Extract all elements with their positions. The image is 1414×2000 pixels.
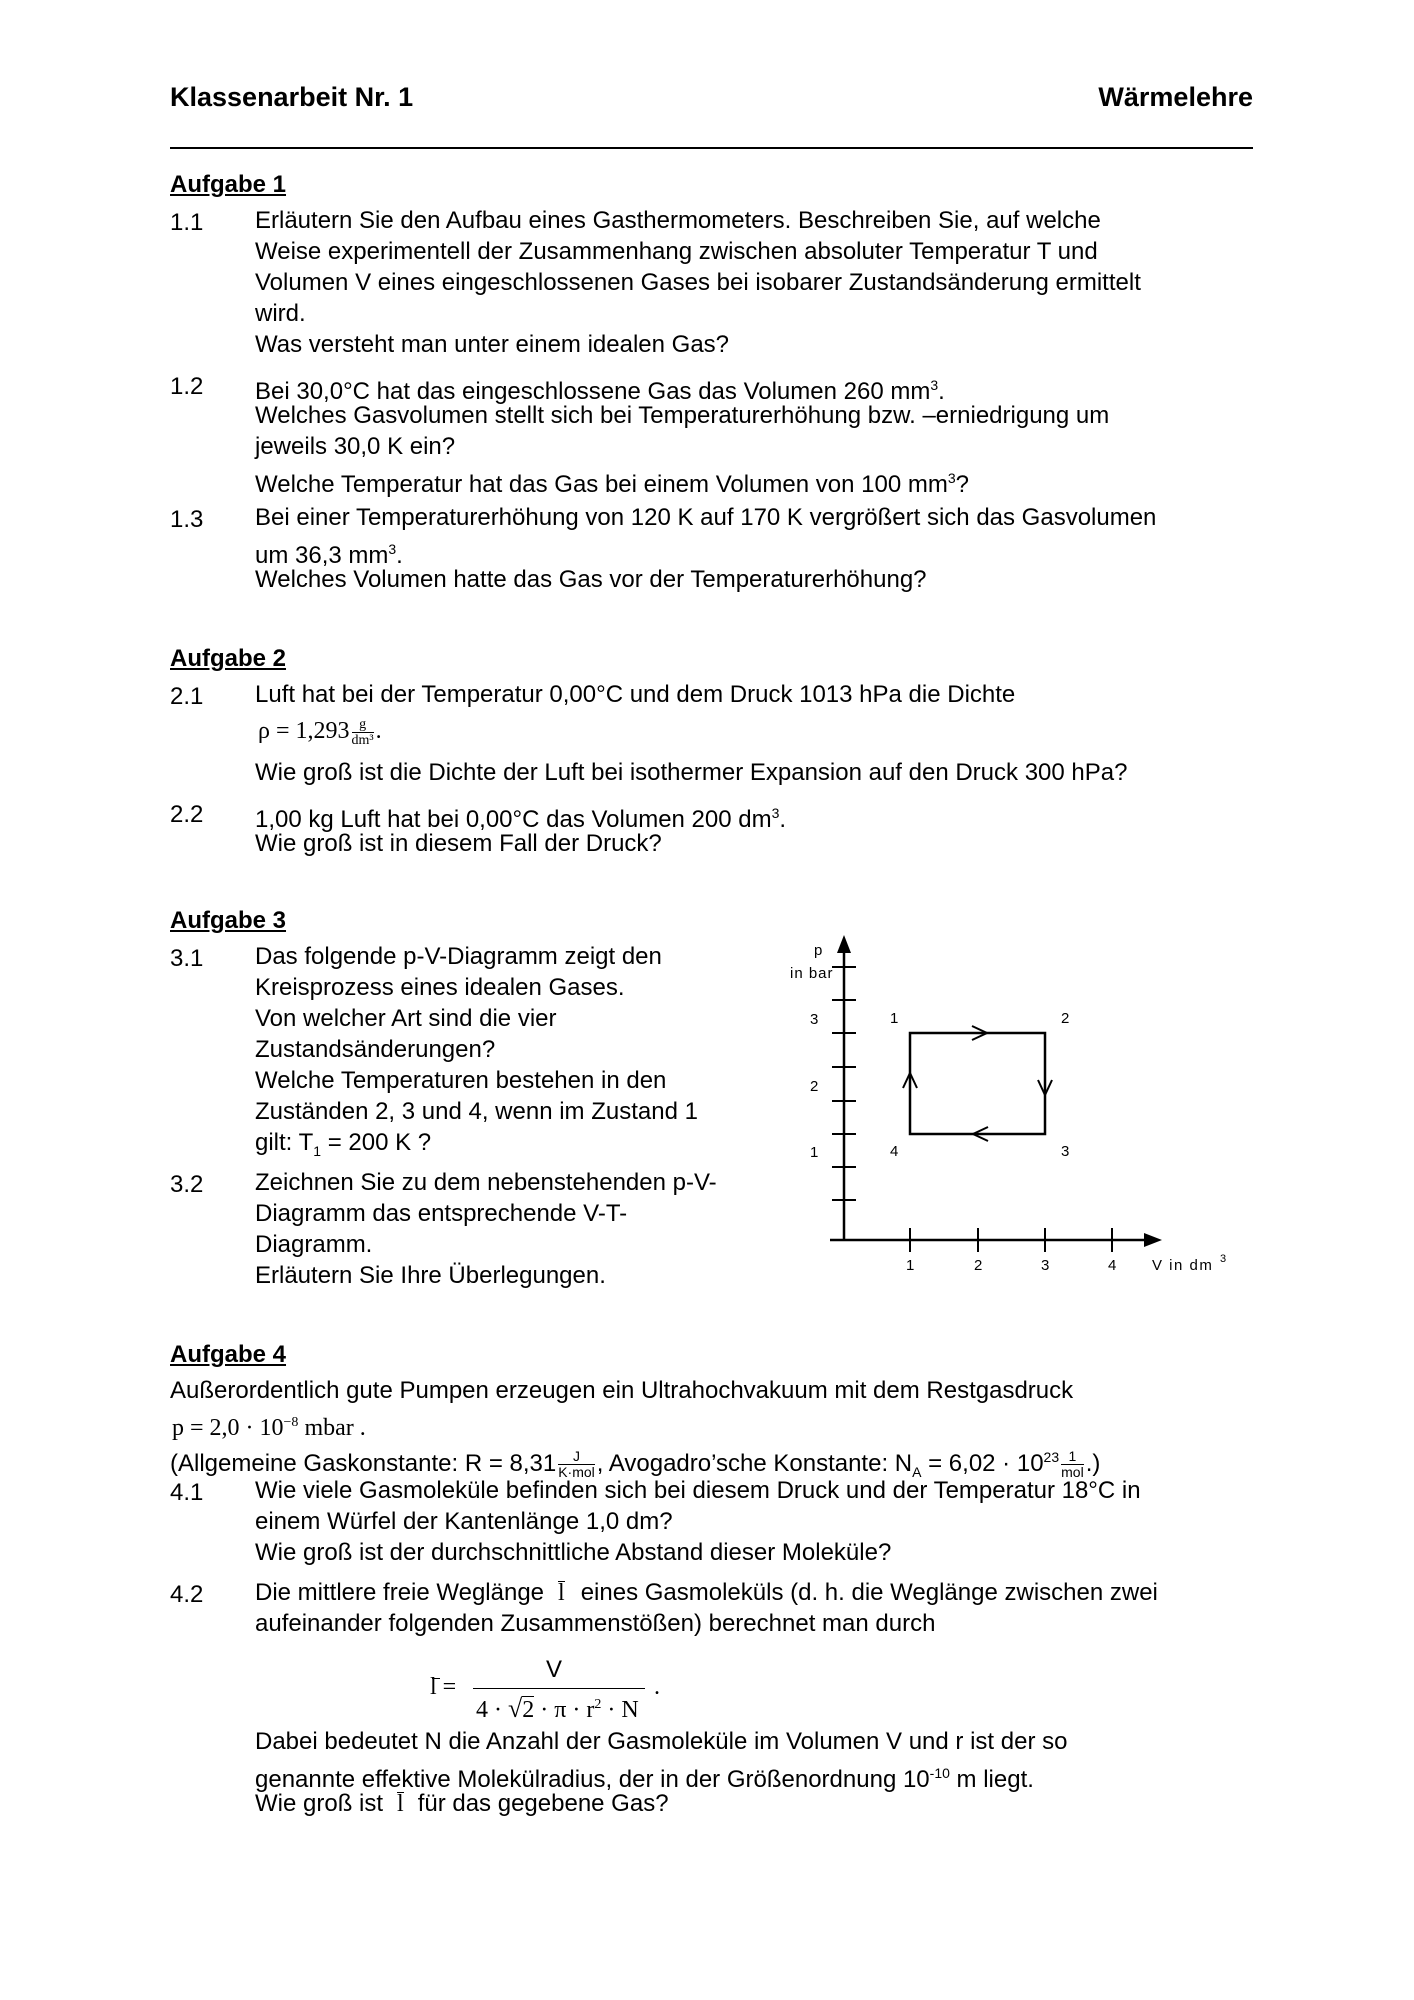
task-4-2-line — [255, 1578, 1158, 1608]
task-4-2-line: aufeinander folgenden Zusammenstößen) berechnet man durch — [255, 1610, 936, 1637]
x-axis-label: V in dm — [1152, 1257, 1214, 1274]
header-rule — [170, 147, 1253, 149]
task-1-1-line: wird. — [255, 300, 306, 327]
text: eines Gasmoleküls (d. h. die Weglänge zwischen zwei — [580, 1579, 1158, 1606]
task-2-1-line: Luft hat bei der Temperatur 0,00°C und dem Druck 1013 hPa die Dichte — [255, 681, 1016, 708]
text: für das gegebene Gas? — [417, 1790, 669, 1817]
task-4-1-line: Wie groß ist der durchschnittliche Abstand dieser Moleküle? — [255, 1539, 892, 1566]
formula-denominator: $4 \cdot √2 \cdot \pi \cdot r^2 \cdot N$ — [476, 1694, 639, 1723]
task-3-2-line: Zeichnen Sie zu dem nebenstehenden p-V- — [255, 1169, 717, 1196]
task-3-1-line: Zuständen 2, 3 und 4, wenn im Zustand 1 — [255, 1098, 698, 1125]
y-tick-label: 2 — [810, 1078, 819, 1095]
y-tick-label: 3 — [810, 1011, 819, 1028]
y-tick-label: 1 — [810, 1144, 819, 1161]
task-3-1-line: Welche Temperaturen bestehen in den — [255, 1067, 667, 1094]
task-1-3-line: Bei einer Temperaturerhöhung von 120 K auf 170 K vergrößert sich das Gasvolumen — [255, 504, 1157, 531]
text: J — [558, 1449, 595, 1465]
header-subject: Wärmelehre — [1098, 82, 1253, 112]
text: m liegt. — [949, 1766, 1034, 1793]
text: .) — [1085, 1450, 1101, 1477]
formula-fraction-line — [473, 1688, 645, 1689]
text: , Avogadro’sche Konstante: N — [596, 1450, 913, 1477]
task-1-2-line: Welches Gasvolumen stellt sich bei Temperaturerhöhung bzw. –erniedrigung um — [255, 402, 1110, 429]
state-label: 3 — [1061, 1143, 1070, 1160]
x-axis-label-sup: 3 — [1220, 1253, 1227, 1265]
task-1-1-line: Erläutern Sie den Aufbau eines Gasthermometers. Beschreiben Sie, auf welche — [255, 207, 1101, 234]
x-tick-label: 3 — [1041, 1257, 1050, 1274]
task-3-1-line — [255, 1128, 431, 1166]
pressure-formula — [172, 1408, 366, 1443]
task-1-3-line: um 36,3 $mm^3$. — [255, 541, 403, 569]
task-3-1-number: 3.1 — [170, 945, 204, 972]
task-2-2-line: Wie groß ist in diesem Fall der Druck? — [255, 830, 662, 857]
text: gilt: T — [255, 1129, 314, 1156]
task-2-heading: Aufgabe 2 — [170, 645, 287, 672]
mean-free-path-symbol: l — [397, 1791, 404, 1817]
text: · N — [601, 1697, 639, 1723]
text: 2 — [522, 1697, 535, 1723]
text: g — [352, 717, 374, 733]
text: (Allgemeine Gaskonstante: R = 8,31 — [170, 1450, 557, 1477]
task-3-2-line: Diagramm. — [255, 1231, 373, 1258]
mean-free-path-symbol: l — [558, 1580, 565, 1606]
unit-fraction — [352, 717, 374, 748]
cycle-rectangle — [910, 1033, 1045, 1134]
text: 4 · — [476, 1697, 502, 1723]
text: Wie groß ist — [255, 1790, 384, 1817]
text: mol — [1061, 1464, 1084, 1481]
task-2-1-number: 2.1 — [170, 683, 204, 710]
mean-free-path-formula — [428, 1656, 678, 1736]
subscript: 1 — [313, 1142, 322, 1159]
task-4-1-line: Wie viele Gasmoleküle befinden sich bei diesem Druck und der Temperatur 18°C in — [255, 1477, 1141, 1504]
x-tick-label: 4 — [1108, 1257, 1117, 1274]
task-3-2-number: 3.2 — [170, 1171, 204, 1198]
text: K·mol — [558, 1464, 595, 1481]
task-1-2-number: 1.2 — [170, 373, 204, 400]
text: = 200 K ? — [321, 1129, 432, 1156]
task-3-1-line: Von welcher Art sind die vier — [255, 1005, 557, 1032]
task-3-2-line: Erläutern Sie Ihre Überlegungen. — [255, 1262, 606, 1289]
subscript: A — [912, 1463, 922, 1480]
x-tick-label: 2 — [974, 1257, 983, 1274]
task-2-1-line: Wie groß ist die Dichte der Luft bei isothermer Expansion auf den Druck 300 hPa? — [255, 759, 1128, 786]
task-3-1-line: Zustandsänderungen? — [255, 1036, 496, 1063]
task-4-intro-line: Außerordentlich gute Pumpen erzeugen ein Ultrahochvakuum mit dem Restgasdruck — [170, 1377, 1074, 1404]
task-4-2-line: Dabei bedeutet N die Anzahl der Gasmoleküle im Volumen V und r ist der so — [255, 1728, 1068, 1755]
superscript: -10 — [929, 1765, 950, 1781]
task-3-1-line: Das folgende p-V-Diagramm zeigt den — [255, 943, 662, 970]
state-label: 1 — [890, 1010, 899, 1027]
task-4-1-line: einem Würfel der Kantenlänge 1,0 dm? — [255, 1508, 673, 1535]
text: · π · r — [540, 1697, 595, 1723]
pv-diagram — [780, 935, 1260, 1280]
formula-lhs: l = — [430, 1674, 457, 1700]
task-3-heading: Aufgabe 3 — [170, 907, 287, 934]
task-1-1-line: Weise experimentell der Zusammenhang zwischen absoluter Temperatur T und — [255, 238, 1098, 265]
text: genannte effektive Molekülradius, der in der Größenordnung 10 — [255, 1766, 930, 1793]
text: ρ = 1,293 — [258, 718, 350, 744]
y-axis-unit: in bar — [790, 965, 834, 982]
text: p = 2,0 · 10 — [172, 1415, 284, 1441]
task-3-2-line: Diagramm das entsprechende V-T- — [255, 1200, 628, 1227]
task-2-2-number: 2.2 — [170, 801, 204, 828]
task-4-heading: Aufgabe 4 — [170, 1341, 287, 1368]
task-1-1-line: Was versteht man unter einem idealen Gas? — [255, 331, 730, 358]
task-4-2-line — [255, 1789, 669, 1819]
density-formula: ρ = 1,293 $\frac{g}{\text{dm³}}$ . — [258, 716, 382, 748]
text: dm³ — [351, 732, 374, 748]
task-1-3-line: Welches Volumen hatte das Gas vor der Temperaturerhöhung? — [255, 566, 927, 593]
text: 1,00 kg Luft hat bei 0,00°C das Volumen 200 dm — [255, 806, 772, 833]
y-axis-label: p — [814, 942, 823, 959]
task-4-2-number: 4.2 — [170, 1581, 204, 1608]
formula-numerator: V — [546, 1656, 563, 1683]
state-label: 4 — [890, 1143, 899, 1160]
task-1-2-line: Bei 30,0°C hat das eingeschlossene Gas das Volumen 260 $mm^3$. — [255, 377, 945, 405]
task-1-2-line: jeweils 30,0 K ein? — [255, 433, 456, 460]
text: 1 — [1061, 1449, 1084, 1465]
task-1-2-line: Welche Temperatur hat das Gas bei einem Volumen von 100 $mm^3$? — [255, 470, 969, 498]
x-axis-arrowhead — [1144, 1233, 1162, 1247]
text: Bei 30,0°C hat das eingeschlossene Gas das Volumen 260 mm — [255, 378, 931, 405]
task-1-1-line: Volumen V eines eingeschlossenen Gases bei isobarer Zustandsänderung ermittelt — [255, 269, 1141, 296]
task-3-1-line: Kreisprozess eines idealen Gases. — [255, 974, 625, 1001]
y-axis-arrowhead — [837, 935, 851, 953]
superscript: −8 — [283, 1415, 299, 1430]
task-1-3-number: 1.3 — [170, 506, 204, 533]
text: um 36,3 mm — [255, 542, 389, 569]
text: mbar . — [298, 1415, 366, 1441]
task-2-2-line: 1,00 kg Luft hat bei 0,00°C das Volumen 200 $dm^3$. — [255, 805, 787, 833]
text: = 6,02 · 10 — [921, 1450, 1044, 1477]
header-title: Klassenarbeit Nr. 1 — [170, 82, 414, 112]
text: Die mittlere freie Weglänge — [255, 1579, 545, 1606]
task-1-1-number: 1.1 — [170, 209, 204, 236]
text: Welche Temperatur hat das Gas bei einem Volumen von 100 mm — [255, 471, 948, 498]
formula-dot: . — [654, 1674, 660, 1700]
task-4-1-number: 4.1 — [170, 1479, 204, 1506]
x-tick-label: 1 — [906, 1257, 915, 1274]
superscript: 2 — [594, 1697, 602, 1712]
state-label: 2 — [1061, 1010, 1070, 1027]
superscript: 23 — [1043, 1449, 1060, 1465]
task-1-heading: Aufgabe 1 — [170, 171, 287, 198]
